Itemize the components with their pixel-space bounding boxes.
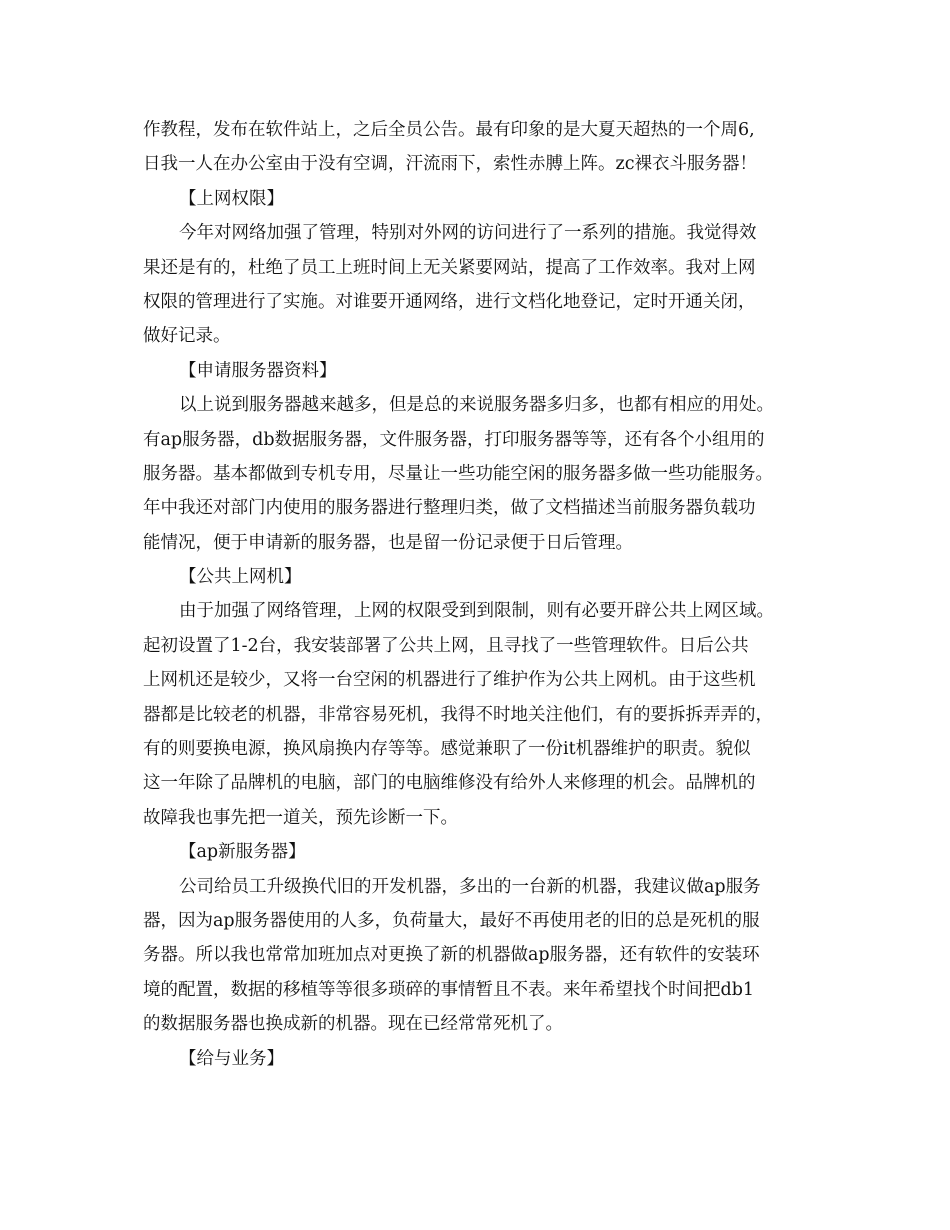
text-line: 的数据服务器也换成新的机器。现在已经常常死机了。	[143, 1014, 563, 1035]
text-line: 作教程，发布在软件站上，之后全员公告。最有印象的是大夏天超热的一个周6,	[143, 120, 755, 140]
text-line: 故障我也事先把一道关，预先诊断一下。	[143, 807, 458, 828]
section-heading: 【ap新服务器】	[179, 842, 306, 863]
section-heading: 【上网权限】	[179, 188, 284, 209]
text-line: 今年对网络加强了管理，特别对外网的访问进行了一系列的措施。我觉得效	[179, 223, 757, 244]
text-line: 年中我还对部门内使用的服务器进行整理归类，做了文档描述当前服务器负载功	[143, 498, 756, 519]
section-heading: 【给与业务】	[179, 1048, 284, 1069]
text-line: 务器。所以我也常常加班加点对更换了新的机器做ap服务器，还有软件的安装环	[143, 945, 760, 966]
text-line: 做好记录。	[143, 326, 231, 347]
text-line: 能情况，便于申请新的服务器，也是留一份记录便于日后管理。	[143, 532, 633, 553]
text-line: 器都是比较老的机器，非常容易死机，我得不时地关注他们，有的要拆拆弄弄的，	[143, 704, 773, 725]
section-heading: 【公共上网机】	[179, 567, 302, 588]
text-line: 上网机还是较少，又将一台空闲的机器进行了维护作为公共上网机。由于这些机	[143, 670, 756, 691]
text-line: 服务器。基本都做到专机专用，尽量让一些功能空闲的服务器多做一些功能服务。	[143, 463, 773, 484]
text-line: 公司给员工升级换代旧的开发机器，多出的一台新的机器，我建议做ap服务	[179, 876, 761, 897]
text-line: 果还是有的，杜绝了员工上班时间上无关紧要网站，提高了工作效率。我对上网	[143, 257, 756, 278]
text-line: 权限的管理进行了实施。对谁要开通网络，进行文档化地登记，定时开通关闭，	[143, 291, 756, 312]
document-body	[143, 113, 813, 1076]
text-line: 境的配置，数据的移植等等很多琐碎的事情暂且不表。来年希望找个时间把db1	[143, 979, 755, 1000]
text-line: 日我一人在办公室由于没有空调，汗流雨下，索性赤膊上阵。zc裸衣斗服务器！	[143, 154, 758, 175]
text-line: 有的则要换电源，换风扇换内存等等。感觉兼职了一份it机器维护的职责。貌似	[143, 739, 751, 760]
text-line: 由于加强了网络管理，上网的权限受到到限制，则有必要开辟公共上网区域。	[179, 601, 774, 622]
text-line: 这一年除了品牌机的电脑，部门的电脑维修没有给外人来修理的机会。品牌机的	[143, 773, 756, 794]
text-line: 有ap服务器，db数据服务器，文件服务器，打印服务器等等，还有各个小组用的	[143, 429, 765, 450]
section-heading: 【申请服务器资料】	[179, 360, 337, 381]
text-line: 器，因为ap服务器使用的人多，负荷量大，最好不再使用老的旧的总是死机的服	[143, 910, 760, 931]
text-line: 起初设置了1-2台，我安装部署了公共上网，且寻找了一些管理软件。日后公共	[143, 635, 749, 656]
text-line: 以上说到服务器越来越多，但是总的来说服务器多归多，也都有相应的用处。	[179, 395, 774, 416]
